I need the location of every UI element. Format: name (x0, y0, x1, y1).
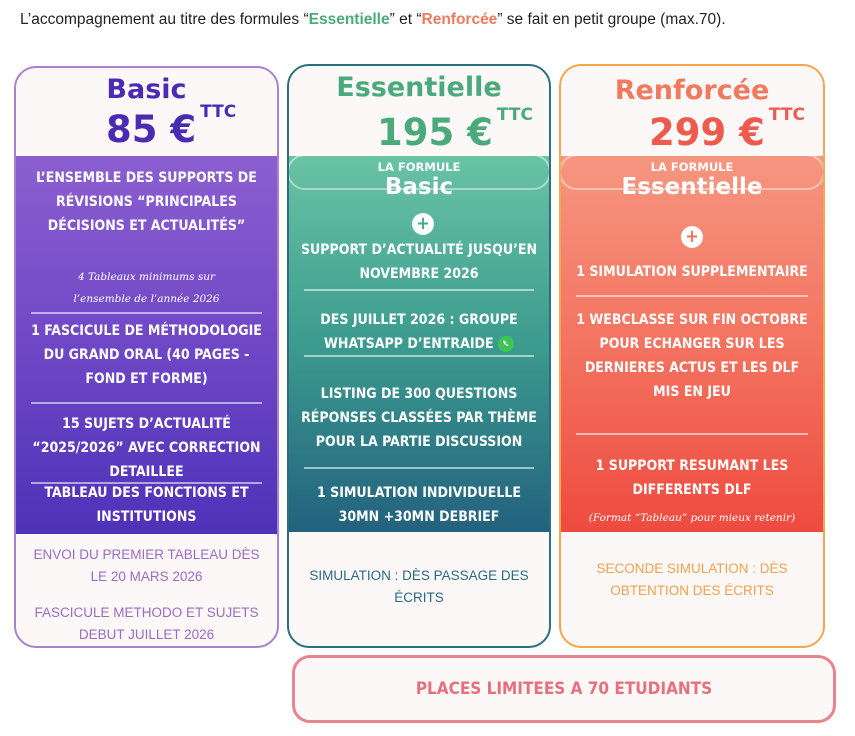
card-title: Essentielle (336, 72, 502, 103)
intro-part1: L’accompagnement au titre des formules “ (20, 11, 309, 28)
card-price: 85 € $^{TTC}$ (106, 102, 237, 151)
card-footer: ENVOI DU PREMIER TABLEAU DÈS LE 20 MARS 2026 (33, 547, 260, 584)
formula-name: Essentielle (621, 174, 763, 200)
separator (31, 312, 262, 314)
card-title: Renforcée (614, 75, 770, 106)
separator (576, 433, 808, 435)
feature-note: 4 Tableaux minimums sur l’ensemble de l’année 2026 (73, 271, 220, 305)
feature-item: TABLEAU DES FONCTIONS ET INSTITUTIONS (44, 485, 249, 525)
separator (31, 402, 262, 404)
feature-item: 1 WEBCLASSE SUR FIN OCTOBRE POUR ECHANGER SUR LES DERNIERES ACTUS ET LES DLF MIS EN JEU (576, 312, 808, 400)
formula-name: Basic (384, 174, 454, 200)
features-panel (289, 156, 549, 532)
essentielle-card (287, 64, 551, 648)
card-footer: FASCICULE METHODO ET SUJETS DEBUT JUILLET 2026 (34, 605, 259, 642)
intro-part3: ” se fait en petit groupe (max.70). (497, 11, 726, 28)
intro-part2: ” et “ (389, 11, 422, 28)
feature-item: 1 SIMULATION SUPPLEMENTAIRE (576, 264, 808, 280)
feature-item: SUPPORT D’ACTUALITÉ JUSQU’EN NOVEMBRE 2026 (300, 242, 537, 282)
feature-item: 1 FASCICULE DE MÉTHODOLOGIE DU GRAND ORAL (40 PAGES - FOND ET FORME) (31, 323, 262, 387)
formula-label: LA FORMULE (650, 160, 734, 174)
intro-text (20, 8, 825, 31)
feature-item: L’ENSEMBLE DES SUPPORTS DE RÉVISIONS “PRINCIPALES DÉCISIONS ET ACTUALITÉS” (36, 170, 257, 234)
features-panel (16, 156, 277, 534)
card-title: Basic (106, 74, 187, 105)
separator (304, 355, 534, 357)
card-price: 299 € $^{TTC}$ (649, 105, 805, 154)
card-footer: SIMULATION : DÈS PASSAGE DES ÉCRITS (309, 568, 529, 605)
feature-item: 1 SIMULATION INDIVIDUELLE 30MN +30MN DEBRIEF (317, 485, 521, 525)
features-panel (561, 156, 823, 532)
intro-renforcee: Renforcée (421, 11, 498, 28)
feature-item: LISTING DE 300 QUESTIONS RÉPONSES CLASSÉES PAR THÈME POUR LA PARTIE DISCUSSION (301, 386, 537, 450)
basic-card (14, 66, 279, 648)
plus-icon: + (412, 213, 434, 235)
card-price: 195 € $^{TTC}$ (377, 105, 533, 154)
renforcee-card (559, 64, 825, 648)
plus-icon: + (681, 226, 703, 248)
feature-note: (Format “Tableau” pour mieux retenir) (588, 512, 796, 524)
places-banner: PLACES LIMITEES A 70 ETUDIANTS (292, 655, 836, 723)
intro-essentielle: Essentielle (308, 11, 390, 28)
separator (304, 289, 534, 291)
feature-item: 1 SUPPORT RESUMANT LES DIFFERENTS DLF (595, 458, 789, 498)
formula-label: LA FORMULE (377, 160, 461, 174)
separator (304, 467, 534, 469)
whatsapp-icon (498, 336, 514, 352)
feature-item: 15 SUJETS D’ACTUALITÉ “2025/2026” AVEC CORRECTION DETAILLEE (32, 416, 261, 480)
feature-item: DES JUILLET 2026 : GROUPE WHATSAPP D’ENTRAIDE (320, 312, 518, 352)
separator (576, 295, 808, 297)
card-footer: SECONDE SIMULATION : DÈS OBTENTION DES ÉCRITS (596, 561, 788, 598)
